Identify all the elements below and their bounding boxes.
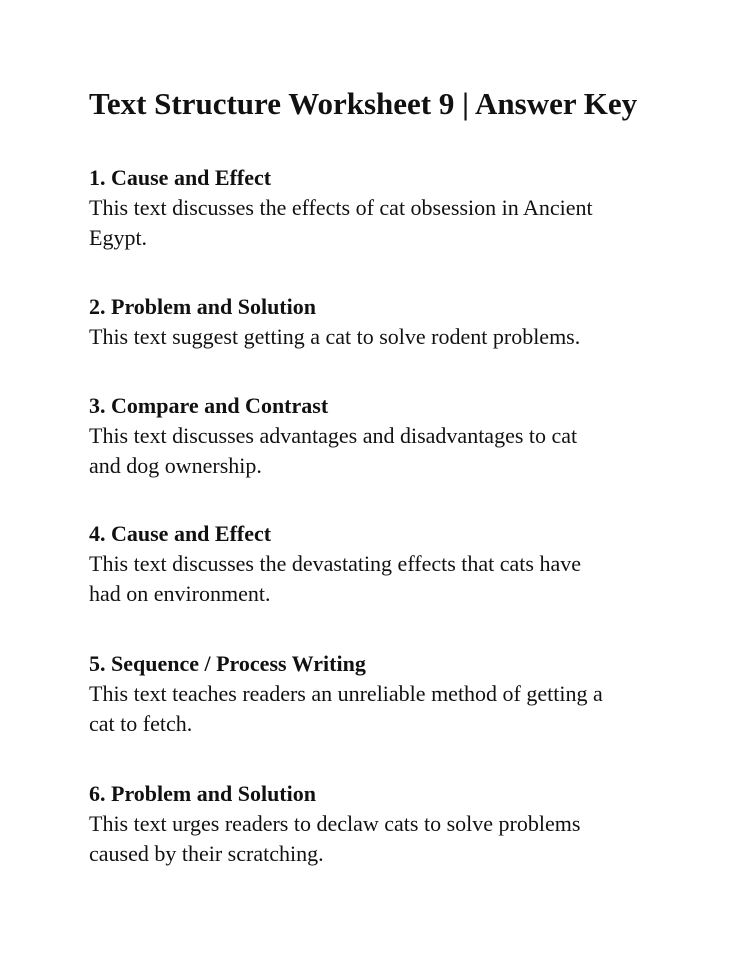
answer-item-2 — [89, 292, 689, 352]
answer-text — [89, 549, 689, 609]
answer-heading: 2. Problem and Solution — [89, 294, 316, 319]
answer-heading: 5. Sequence / Process Writing — [89, 651, 366, 676]
answer-item-5 — [89, 649, 689, 739]
answer-line: This text urges readers to declaw cats to solve problems — [89, 811, 581, 836]
answer-item-1 — [89, 163, 689, 253]
answer-line: and dog ownership. — [89, 453, 262, 478]
answer-text — [89, 421, 689, 481]
answer-line: This text teaches readers an unreliable method of getting a — [89, 681, 603, 706]
answer-heading: 4. Cause and Effect — [89, 521, 272, 546]
answer-text — [89, 809, 689, 869]
answer-line: Egypt. — [89, 225, 148, 250]
answer-text — [89, 193, 689, 253]
answer-heading: 6. Problem and Solution — [89, 781, 316, 806]
answer-line: This text suggest getting a cat to solve rodent problems. — [89, 324, 581, 349]
answer-line: This text discusses the effects of cat obsession in Ancient — [89, 195, 593, 220]
answer-line: This text discusses advantages and disadvantages to cat — [89, 423, 578, 448]
answer-heading: 1. Cause and Effect — [89, 165, 272, 190]
answer-text — [89, 679, 689, 739]
answer-line: This text discusses the devastating effects that cats have — [89, 551, 582, 576]
answer-line: cat to fetch. — [89, 711, 193, 736]
answer-item-4 — [89, 519, 689, 609]
answer-line: had on environment. — [89, 581, 271, 606]
page-title: Text Structure Worksheet 9 | Answer Key — [89, 86, 638, 121]
answer-heading: 3. Compare and Contrast — [89, 393, 329, 418]
answer-text — [89, 322, 689, 352]
answer-item-3 — [89, 391, 689, 481]
answer-line: caused by their scratching. — [89, 841, 324, 866]
answer-item-6 — [89, 779, 689, 869]
